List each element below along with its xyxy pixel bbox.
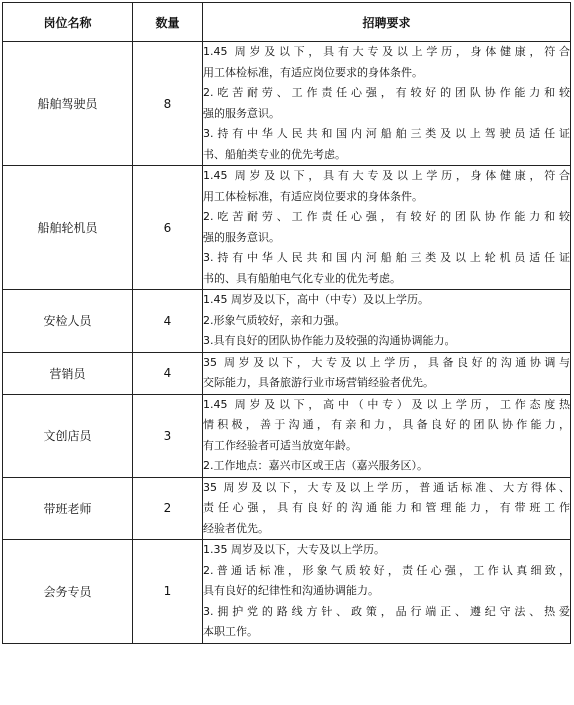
table-body <box>3 42 571 644</box>
table-row <box>3 352 571 394</box>
table-row <box>3 42 571 166</box>
requirement-line: 交际能力，具备旅游行业市场营销经验者优先。 <box>203 376 434 389</box>
position-name: 船舶轮机员 <box>3 166 133 290</box>
requirement-line: 3.持有中华人民共和国内河船舶三类及以上轮机员适任证 <box>203 251 570 264</box>
requirement-line: 有工作经验者可适当放宽年龄。 <box>203 438 357 452</box>
table-row <box>3 290 571 353</box>
requirement-line: 1.45 周岁及以下，具有大专及以上学历，身体健康，符合 <box>203 45 570 58</box>
position-name: 营销员 <box>3 352 133 394</box>
requirement-line: 2.形象气质较好，亲和力强。 <box>203 313 346 327</box>
requirements-cell <box>203 394 571 477</box>
requirement-line: 35 周岁及以下，大专及以上学历，普通话标准、大方得体、 <box>203 480 570 494</box>
position-count: 4 <box>133 352 203 394</box>
requirements-cell <box>203 290 571 353</box>
table-row <box>3 540 571 644</box>
requirement-line: 用工体检标准，有适应岗位要求的身体条件。 <box>203 189 423 203</box>
requirement-line: 强的服务意识。 <box>203 106 280 120</box>
requirement-line: 2.吃苦耐劳、工作责任心强，有较好的团队协作能力和较 <box>203 210 570 223</box>
requirement-line: 3.具有良好的团队协作能力及较强的沟通协调能力。 <box>203 334 456 347</box>
requirements-cell <box>203 166 571 290</box>
position-count: 2 <box>133 477 203 540</box>
requirement-line: 2.普通话标准，形象气质较好，责任心强，工作认真细致， <box>203 563 570 577</box>
requirement-line: 书的、具有船舶电气化专业的优先考虑。 <box>203 271 401 285</box>
header-position: 岗位名称 <box>3 3 133 42</box>
header-count: 数量 <box>133 3 203 42</box>
recruitment-table <box>2 2 571 644</box>
requirement-line: 情积极，善于沟通，有亲和力，具备良好的团队协作能力， <box>203 418 570 431</box>
requirements-cell <box>203 540 571 644</box>
requirement-line: 书、船舶类专业的优先考虑。 <box>203 147 346 161</box>
requirement-line: 用工体检标准，有适应岗位要求的身体条件。 <box>203 65 423 79</box>
table-header-row <box>3 3 571 42</box>
requirement-line: 2.工作地点：嘉兴市区或王店（嘉兴服务区）。 <box>203 459 428 472</box>
requirement-line: 强的服务意识。 <box>203 230 280 244</box>
requirement-line: 1.45 周岁及以下，高中（中专）及以上学历，工作态度热 <box>203 397 570 411</box>
requirement-line: 1.45 周岁及以下，高中（中专）及以上学历。 <box>203 293 429 306</box>
position-name: 文创店员 <box>3 394 133 477</box>
position-name: 安检人员 <box>3 290 133 353</box>
requirement-line: 3.持有中华人民共和国内河船舶三类及以上驾驶员适任证 <box>203 127 570 140</box>
requirement-line: 3.拥护党的路线方针、政策，品行端正、遵纪守法、热爱 <box>203 604 570 618</box>
requirement-line: 经验者优先。 <box>203 521 269 535</box>
requirement-line: 责任心强，具有良好的沟通能力和管理能力，有带班工作 <box>203 501 570 514</box>
requirement-line: 本职工作。 <box>203 625 258 638</box>
table-row <box>3 166 571 290</box>
position-count: 6 <box>133 166 203 290</box>
requirement-line: 1.45 周岁及以下，具有大专及以上学历，身体健康，符合 <box>203 169 570 182</box>
requirement-line: 具有良好的纪律性和沟通协调能力。 <box>203 584 379 597</box>
position-name: 会务专员 <box>3 540 133 644</box>
requirement-line: 35 周岁及以下，大专及以上学历，具备良好的沟通协调与 <box>203 355 570 369</box>
requirement-line: 1.35 周岁及以下，大专及以上学历。 <box>203 543 385 556</box>
table-row <box>3 394 571 477</box>
requirement-line: 2.吃苦耐劳、工作责任心强，有较好的团队协作能力和较 <box>203 86 570 99</box>
position-count: 3 <box>133 394 203 477</box>
position-name: 船舶驾驶员 <box>3 42 133 166</box>
position-count: 4 <box>133 290 203 353</box>
position-count: 8 <box>133 42 203 166</box>
requirements-cell <box>203 477 571 540</box>
table-row <box>3 477 571 540</box>
requirements-cell <box>203 352 571 394</box>
position-name: 带班老师 <box>3 477 133 540</box>
requirements-cell <box>203 42 571 166</box>
header-requirements: 招聘要求 <box>203 3 571 42</box>
position-count: 1 <box>133 540 203 644</box>
